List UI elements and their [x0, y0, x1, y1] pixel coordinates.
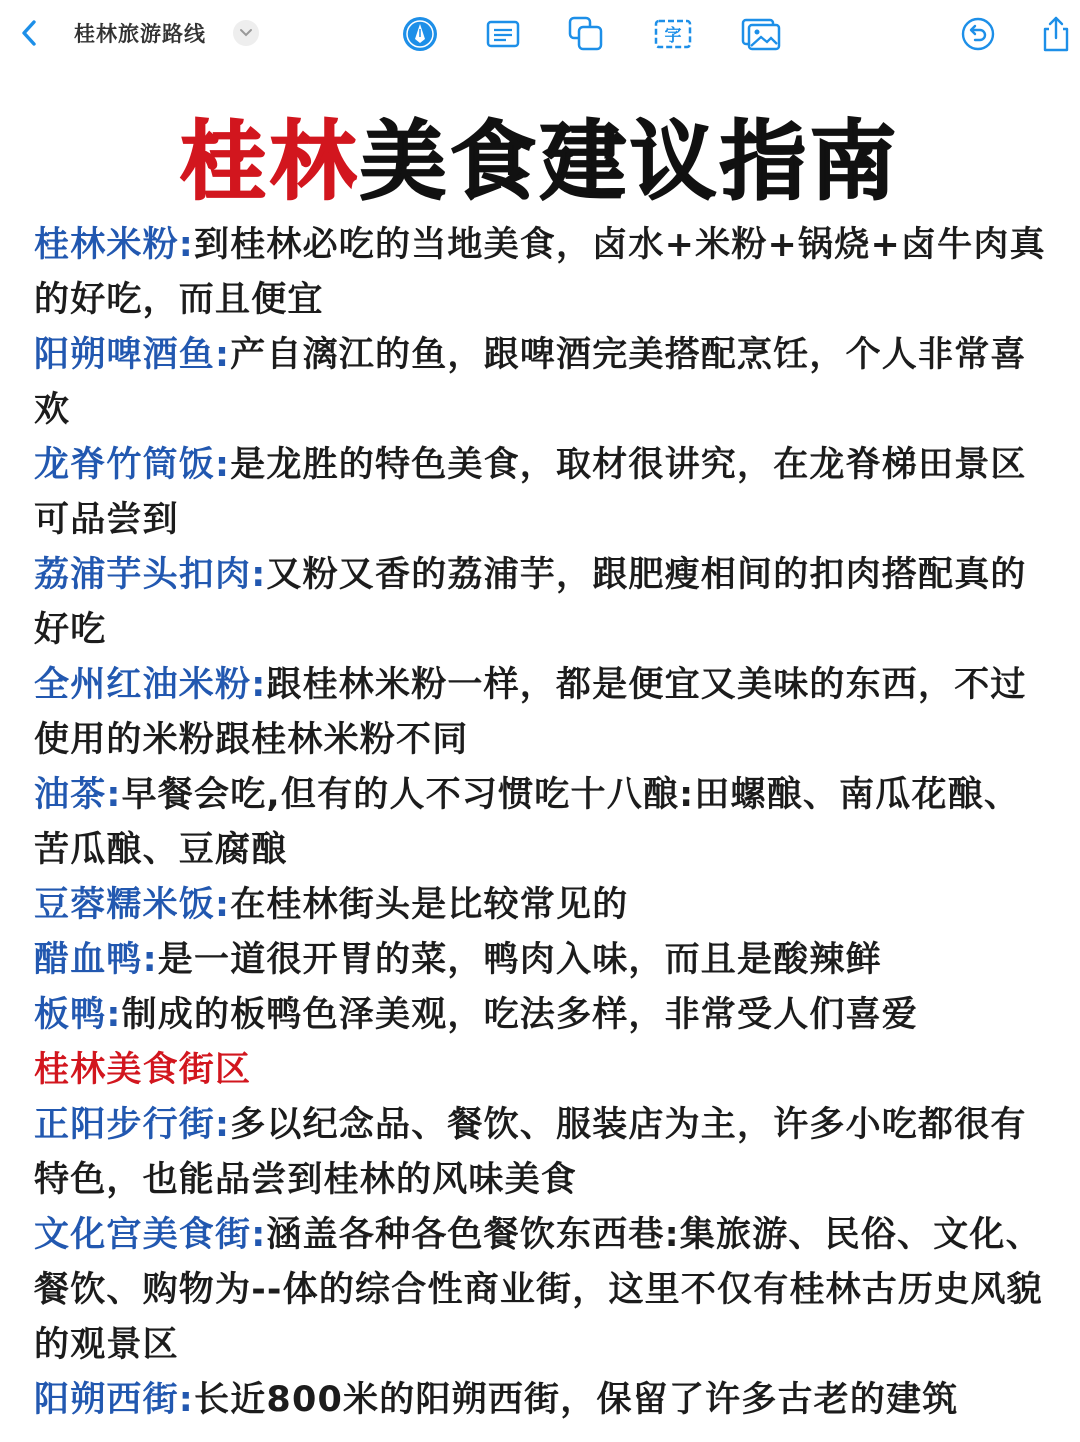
street-desc: 多以纪念品、餐饮、服装店为主，许多小吃都很有特色，也能品尝到桂林的风味美食 [34, 1105, 1027, 1200]
food-item [34, 438, 1054, 548]
food-desc: 又粉又香的荔浦芋，跟肥瘦相间的扣肉搭配真的好吃 [34, 555, 1027, 650]
food-name: 全州红油米粉: [34, 665, 267, 705]
title-dropdown-button[interactable] [233, 20, 259, 46]
food-name: 阳朔啤酒鱼: [34, 335, 231, 375]
document-title[interactable]: 桂林旅游路线 [74, 22, 206, 46]
food-item [34, 768, 1054, 878]
food-item [34, 658, 1054, 768]
food-desc: 是一道很开胃的菜，鸭肉入味，而且是酸辣鲜 [157, 940, 882, 980]
food-item [34, 548, 1054, 658]
image-icon [741, 16, 781, 52]
food-name: 荔浦芋头扣肉: [34, 555, 267, 595]
text-box-tool-button[interactable] [483, 14, 523, 54]
street-name: 正阳步行街: [34, 1105, 231, 1145]
shapes-icon [567, 15, 605, 53]
pen-tool-button[interactable] [400, 14, 440, 54]
food-name: 板鸭: [34, 995, 122, 1035]
note-content[interactable] [34, 218, 1054, 1428]
street-item [34, 1098, 1054, 1208]
food-desc: 到桂林必吃的当地美食，卤水+米粉+锅烧+卤牛肉真的好吃，而且便宜 [34, 225, 1046, 320]
heading-black-part: 美食建议指南 [360, 112, 900, 212]
text-tool-button[interactable] [653, 14, 693, 54]
pen-icon [401, 15, 439, 53]
food-name: 油茶: [34, 775, 122, 815]
undo-icon [960, 16, 996, 52]
food-item [34, 328, 1054, 438]
text-icon [653, 17, 693, 51]
food-desc: 是龙胜的特色美食，取材很讲究，在龙脊梯田景区可品尝到 [34, 445, 1027, 540]
food-name: 豆蓉糯米饭: [34, 885, 231, 925]
shapes-tool-button[interactable] [566, 14, 606, 54]
food-desc: 早餐会吃,但有的人不习惯吃十八酿:田螺酿、南瓜花酿、苦瓜酿、豆腐酿 [34, 775, 1021, 870]
section-title: 桂林美食街区 [34, 1050, 252, 1090]
food-desc: 在桂林街头是比较常见的 [230, 885, 629, 925]
street-item [34, 1373, 1054, 1428]
food-item [34, 218, 1054, 328]
back-button[interactable] [14, 16, 44, 50]
street-item [34, 1208, 1054, 1373]
share-button[interactable] [1036, 14, 1076, 54]
street-name: 文化宫美食街: [34, 1215, 267, 1255]
heading-red-part: 桂林 [180, 112, 360, 212]
food-desc: 跟桂林米粉一样，都是便宜又美味的东西，不过使用的米粉跟桂林米粉不同 [34, 665, 1027, 760]
food-item [34, 988, 1054, 1043]
undo-button[interactable] [958, 14, 998, 54]
text-box-icon [485, 17, 521, 51]
food-item [34, 933, 1054, 988]
chevron-down-icon [239, 28, 253, 38]
image-tool-button[interactable] [741, 14, 781, 54]
food-desc: 制成的板鸭色泽美观，吃法多样，非常受人们喜爱 [121, 995, 919, 1035]
food-desc: 产自漓江的鱼，跟啤酒完美搭配烹饪，个人非常喜欢 [34, 335, 1027, 430]
page-heading [0, 112, 1080, 212]
street-desc: 涵盖各种各色餐饮东西巷:集旅游、民俗、文化、餐饮、购物为--体的综合性商业街，这里不仅有桂林古历史风貌的观景区 [34, 1215, 1043, 1365]
top-toolbar [0, 0, 1080, 68]
food-name: 醋血鸭: [34, 940, 158, 980]
street-name: 阳朔西街: [34, 1380, 194, 1420]
svg-text:字: 字 [664, 26, 682, 46]
food-name: 龙脊竹筒饭: [34, 445, 231, 485]
food-name: 桂林米粉: [34, 225, 194, 265]
street-desc: 长近800米的阳朔西街，保留了许多古老的建筑 [194, 1380, 959, 1420]
chevron-left-icon [18, 18, 40, 48]
share-icon [1040, 15, 1072, 53]
food-item [34, 878, 1054, 933]
